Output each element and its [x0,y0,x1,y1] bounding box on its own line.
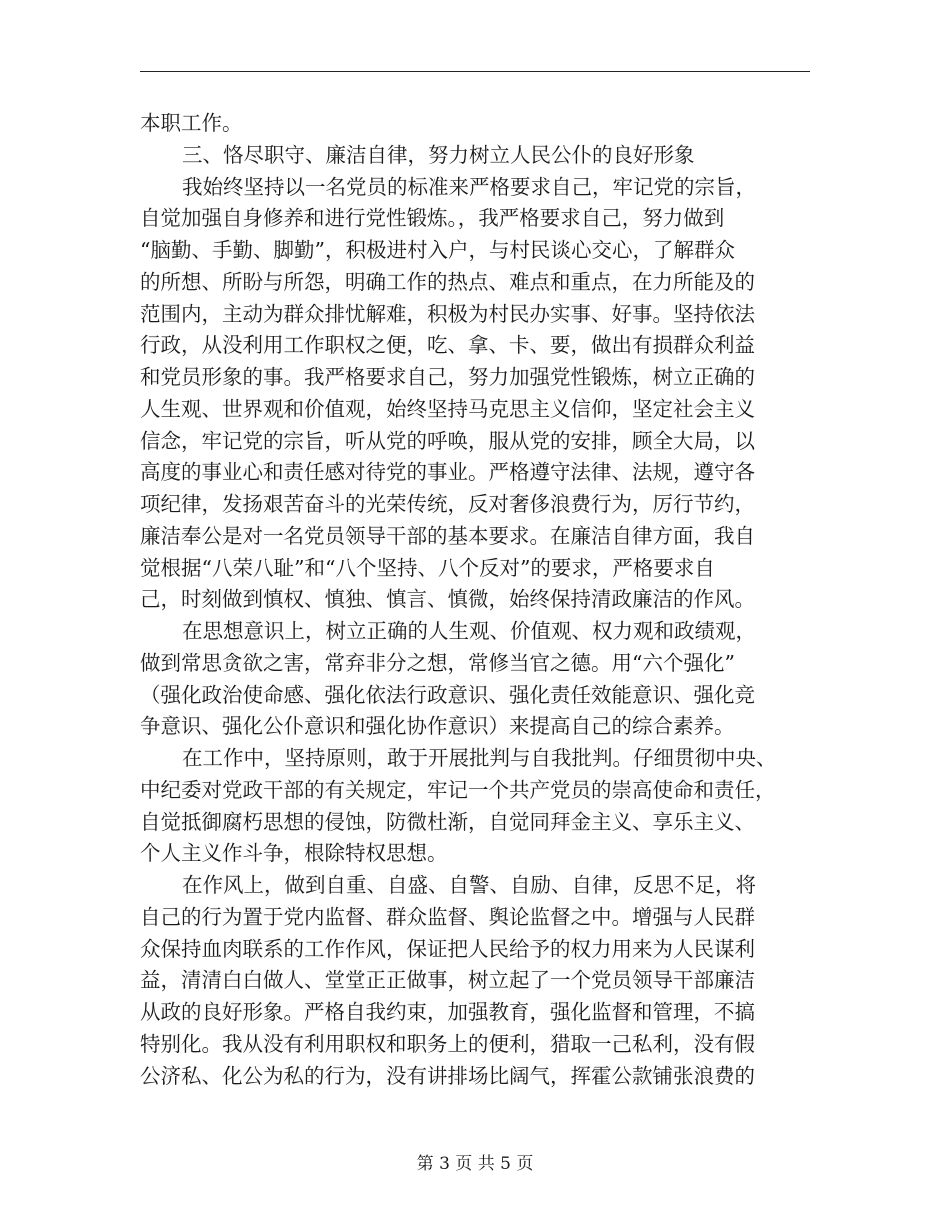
text-line: 在作风上，做到自重、自盛、自警、自励、自律，反思不足，将 [182,873,756,897]
text-line: 个人主义作斗争，根除特权思想。 [140,841,448,866]
text-line: 信念，牢记党的宗旨，听从党的呼唤，服从党的安排，顾全大局，以 [140,428,755,453]
header-rule [140,71,810,72]
text-line: 觉根据“八荣八耻”和“八个坚持、八个反对”的要求，严格要求自 [140,555,715,580]
text-line: 众保持血肉联系的工作作风，保证把人民给予的权力用来为人民谋利 [140,936,755,961]
text-line: 在思想意识上，树立正确的人生观、价值观、权力观和政绩观， [182,619,756,643]
text-line: 中纪委对党政干部的有关规定，牢记一个共产党员的崇高使命和责任， [140,777,776,802]
text-line: 自觉加强自身修养和进行党性锻炼。，我严格要求自己，努力做到 [140,206,725,231]
text-line: 的所想、所盼与所怨，明确工作的热点、难点和重点，在力所能及的 [140,269,755,294]
text-line: 廉洁奉公是对一名党员领导干部的基本要求。在廉洁自律方面，我自 [140,523,755,548]
text-line: 益，清清白白做人、堂堂正正做事，树立起了一个党员领导干部廉洁 [140,968,755,993]
text-line: 公济私、化公为私的行为，没有讲排场比阔气，挥霍公款铺张浪费的 [140,1063,755,1088]
text-line: “脑勤、手勤、脚勤”，积极进村入户，与村民谈心交心，了解群众 [140,238,735,262]
text-line: 己，时刻做到慎权、慎独、慎言、慎微，始终保持清政廉洁的作风。 [140,587,755,612]
text-line: （强化政治使命感、强化依法行政意识、强化责任效能意识、强化竞 [140,682,755,707]
document-body [140,108,812,1092]
text-line: 做到常思贪欲之害，常弃非分之想，常修当官之德。用“六个强化” [140,650,735,675]
text-line: 自己的行为置于党内监督、群众监督、舆论监督之中。增强与人民群 [140,904,755,929]
text-line: 范围内，主动为群众排忧解难，积极为村民办实事、好事。坚持依法 [140,301,755,326]
text-line: 项纪律，发扬艰苦奋斗的光荣传统，反对奢侈浪费行为，厉行节约， [140,492,755,516]
text-line: 特别化。我从没有利用职权和职务上的便利，猎取一己私利，没有假 [140,1031,755,1056]
text-line: 从政的良好形象。严格自我约束，加强教育，强化监督和管理，不搞 [140,1000,755,1024]
text-line: 争意识、强化公仆意识和强化协作意识）来提高自己的综合素养。 [140,714,735,739]
page-footer: 第 3 页 共 5 页 [416,1154,534,1174]
text-line: 行政，从没利用工作职权之便，吃、拿、卡、要，做出有损群众利益 [140,333,755,358]
text-line: 高度的事业心和责任感对待党的事业。严格遵守法律、法规，遵守各 [140,460,755,485]
text-line: 在工作中，坚持原则，敢于开展批判与自我批判。仔细贯彻中央、 [182,746,777,770]
text-line: 和党员形象的事。我严格要求自己，努力加强党性锻炼，树立正确的 [140,365,755,389]
text-line: 我始终坚持以一名党员的标准来严格要求自己，牢记党的宗旨， [182,174,756,199]
text-line: 本职工作。 [140,111,243,135]
text-line: 人生观、世界观和价值观，始终坚持马克思主义信仰，坚定社会主义 [140,396,755,421]
text-line: 三、恪尽职守、廉洁自律，努力树立人民公仆的良好形象 [182,142,695,167]
text-line: 自觉抵御腐朽思想的侵蚀，防微杜渐，自觉同拜金主义、享乐主义、 [140,809,755,834]
